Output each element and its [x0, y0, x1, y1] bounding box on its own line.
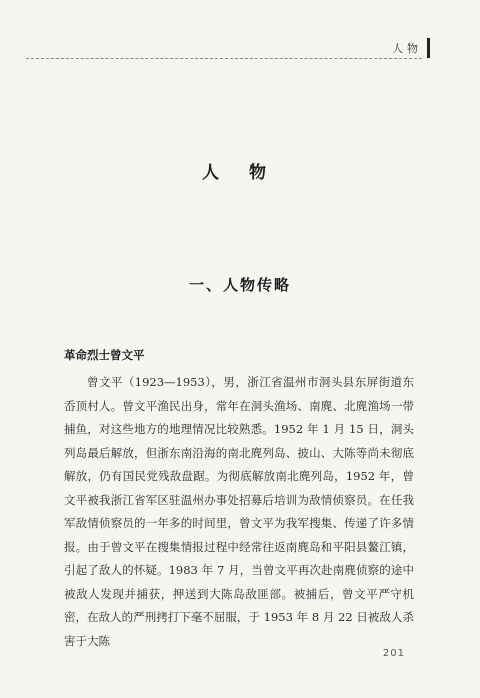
running-head: 人物 — [392, 42, 422, 55]
header-dashed-rule — [26, 58, 422, 59]
chapter-title: 人 物 — [202, 163, 278, 183]
running-head-bar — [427, 38, 430, 58]
section-title: 一、人物传略 — [188, 276, 291, 294]
entry-body-paragraph: 曾文平（1923—1953），男，浙江省温州市洞头县东屏街道东岙顶村人。曾文平渔民出身，常年在洞头渔场、南麂、北麂渔场一带捕鱼，对这些地方的地理情况比较熟悉。1952 年 1 月 15 日，洞头列岛最后解放，但浙东南沿海的南北麂列岛、披山、大陈等尚未彻底解放，仍有国民党残敌盘踞。为彻底解放南北麂列岛，1952 年，曾文平被我浙江省军区驻温州办事处招募后培训为敌情侦察员。在任我军敌情侦察员的一年多的时间里，曾文平为我军搜集、传递了许多情报。由于曾文平在搜集情报过程中经常往返南麂岛和平阳县鳌江镇，引起了敌人的怀疑。1983 年 7 月，当曾文平再次赴南麂侦察的途中被敌人发现并捕获，押送到大陈岛敌匪部。被捕后，曾文平严守机密，在敌人的严刑拷打下毫不屈服，于 1953 年 8 月 22 日被敌人杀害于大陈 — [64, 375, 414, 648]
page-number: 201 — [382, 648, 405, 659]
entry-title: 革命烈士曾文平 — [64, 348, 145, 362]
